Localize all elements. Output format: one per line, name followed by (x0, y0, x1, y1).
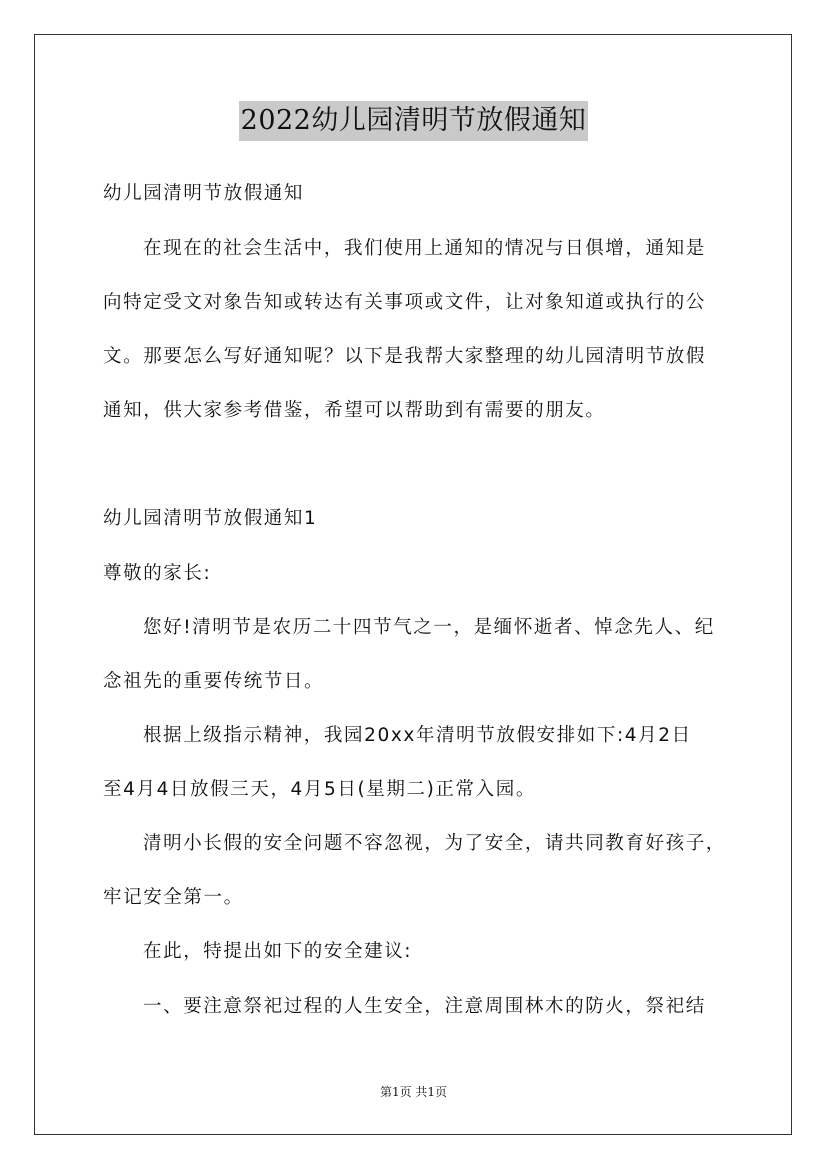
document-title: 2022幼儿园清明节放假通知 (239, 101, 589, 141)
paragraph-line: 在此，特提出如下的安全建议: (143, 941, 413, 962)
paragraph-line: 根据上级指示精神，我园20xx年清明节放假安排如下:4月2日 (143, 725, 692, 746)
paragraph-line: 至4月4日放假三天，4月5日(星期二)正常入园。 (103, 779, 536, 800)
salutation-line: 尊敬的家长: (103, 563, 212, 584)
paragraph-line: 通知，供大家参考借鉴，希望可以帮助到有需要的朋友。 (103, 400, 606, 421)
paragraph-line: 牢记安全第一。 (103, 887, 244, 908)
paragraph-line: 清明小长假的安全问题不容忽视，为了安全，请共同教育好孩子， (143, 833, 726, 854)
paragraph-line: 您好!清明节是农历二十四节气之一，是缅怀逝者、悼念先人、纪 (143, 617, 715, 638)
title-container (0, 101, 827, 141)
paragraph-line: 念祖先的重要传统节日。 (103, 671, 325, 692)
page-footer: 第1页 共1页 (379, 1085, 448, 1099)
section-heading: 幼儿园清明节放假通知1 (103, 508, 318, 529)
paragraph-line: 一、要注意祭祀过程的人生安全，注意周围林木的防火，祭祀结 (143, 996, 706, 1017)
paragraph-line: 向特定受文对象告知或转达有关事项或文件，让对象知道或执行的公 (103, 292, 707, 313)
paragraph-line: 文。那要怎么写好通知呢？以下是我帮大家整理的幼儿园清明节放假 (103, 346, 707, 367)
subtitle-line: 幼儿园清明节放假通知 (103, 183, 305, 204)
paragraph-line: 在现在的社会生活中，我们使用上通知的情况与日俱增，通知是 (143, 238, 706, 259)
